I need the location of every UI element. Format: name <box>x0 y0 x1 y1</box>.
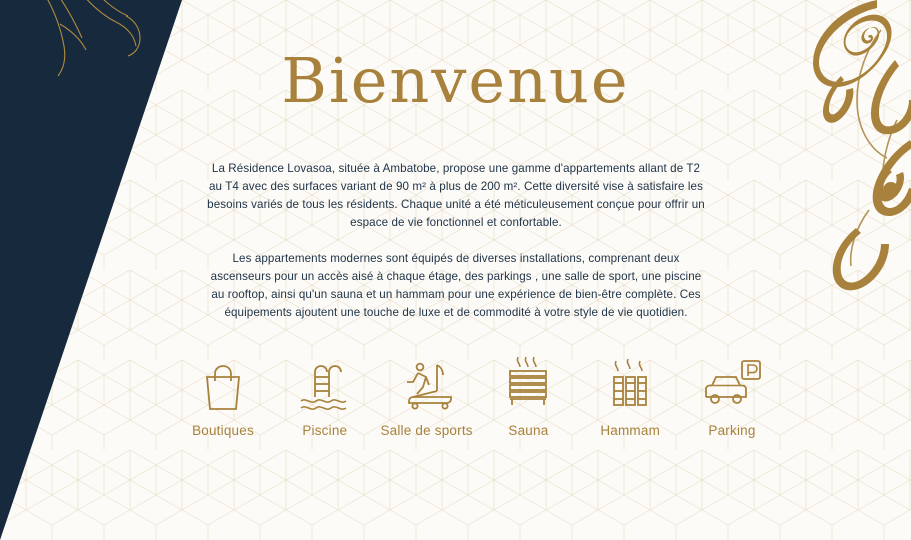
sauna-icon <box>502 355 554 411</box>
paragraph-1: La Résidence Lovasoa, située à Ambatobe, propose une gamme d'appartements allant de T2 au T4 avec des surfaces variant de 90 m² à plus de 200 m². Cette diversité vise à satisfaire les besoins variés de tous les résidents. Chaque unité a été méticuleusement conçue pour offrir un espace de vie fonctionnel et confortable. <box>207 162 705 229</box>
amenity-label: Boutiques <box>192 423 254 438</box>
amenity-hammam <box>582 355 678 438</box>
paragraph-2: Les appartements modernes sont équipés de diverses installations, comprenant deux ascenseurs pour un accès aisé à chaque étage, des parkings , une salle de sport, une piscine au rooftop, ainsi qu'un sauna et un hammam pour une expérience de bien-être complète. Ces équipements ajoutent une touche de luxe et de commodité à votre style de vie quotidien. <box>210 252 702 319</box>
amenity-label: Salle de sports <box>380 423 473 438</box>
car-parking-icon <box>702 355 762 411</box>
page-title: Bienvenue <box>281 44 630 117</box>
amenity-piscine <box>277 355 373 438</box>
amenity-label: Parking <box>708 423 756 438</box>
intro-paragraphs <box>206 160 706 322</box>
amenities-strip <box>175 355 780 438</box>
amenity-label: Sauna <box>508 423 549 438</box>
amenity-parking <box>684 355 780 438</box>
amenity-label: Piscine <box>302 423 348 438</box>
shopping-bag-icon <box>201 355 245 411</box>
treadmill-icon <box>401 355 453 411</box>
hammam-icon <box>608 355 652 411</box>
amenity-boutiques <box>175 355 271 438</box>
amenity-salle-de-sports <box>379 355 475 438</box>
pool-ladder-icon <box>299 355 351 411</box>
amenity-label: Hammam <box>600 423 661 438</box>
amenity-sauna <box>480 355 576 438</box>
